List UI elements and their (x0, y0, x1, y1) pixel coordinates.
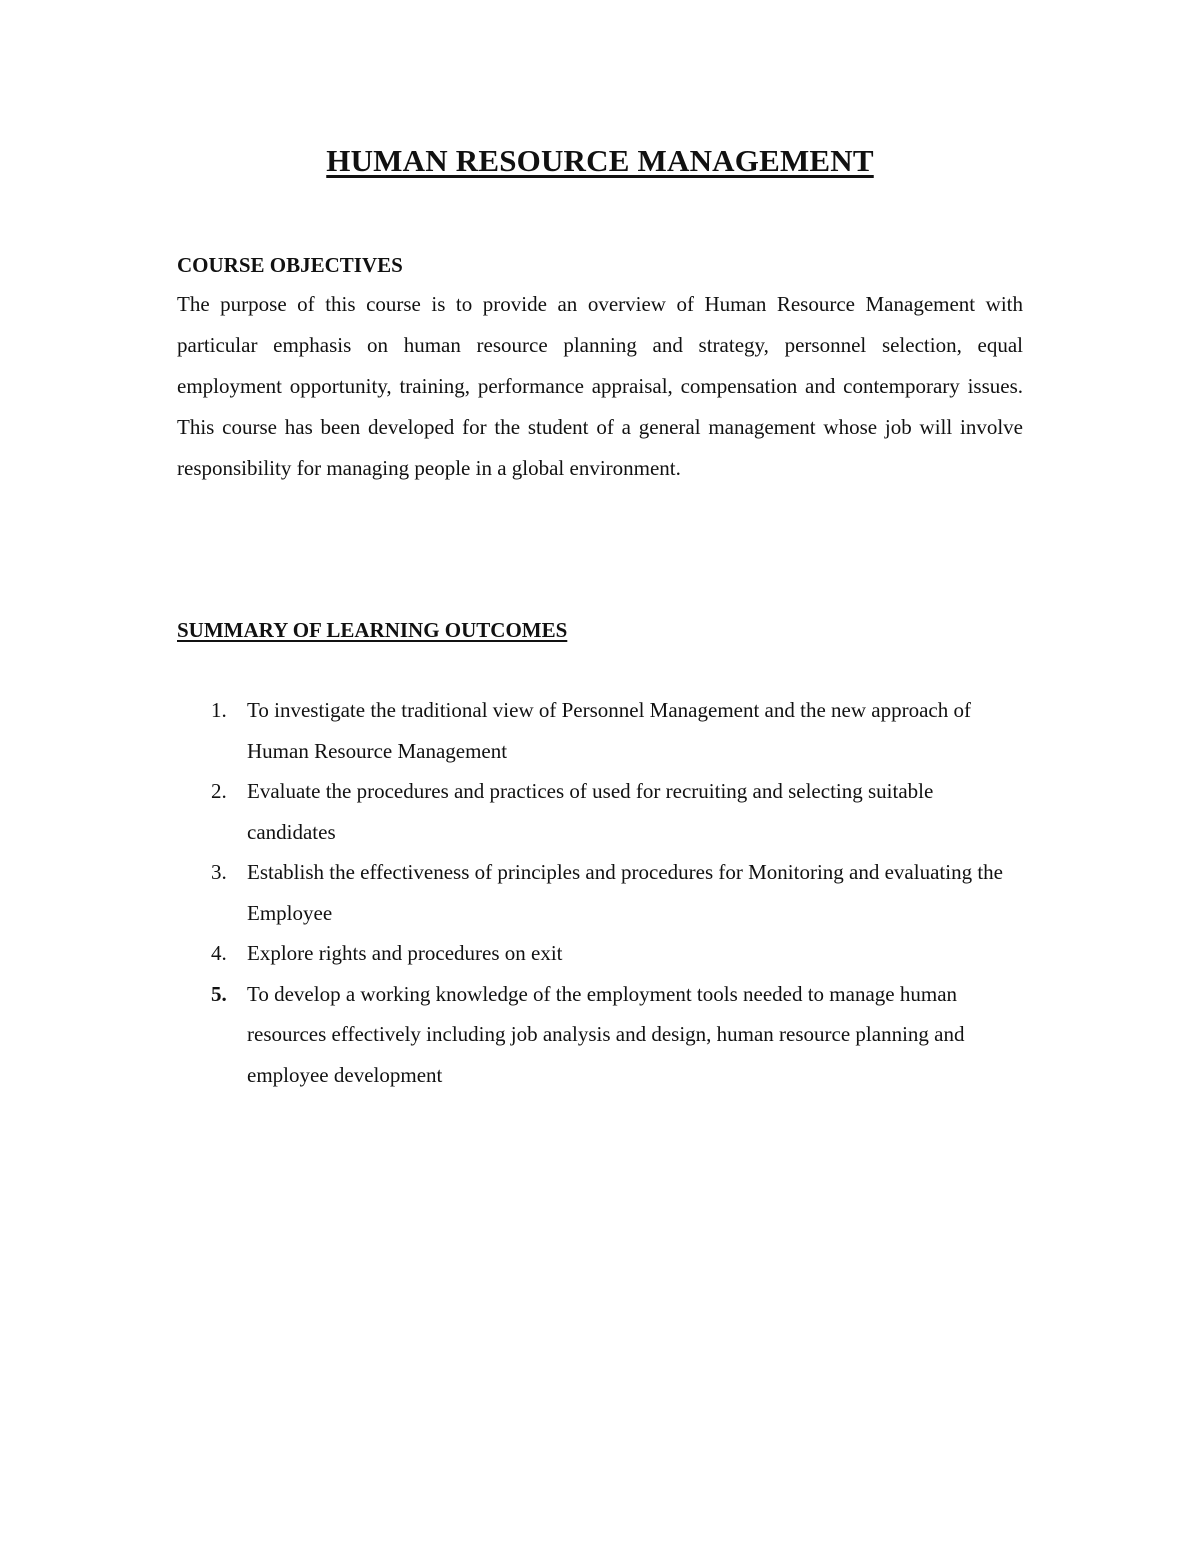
course-objectives-heading: COURSE OBJECTIVES (177, 253, 403, 277)
list-item (177, 852, 1023, 933)
list-item (177, 933, 1023, 974)
list-item-text: Establish the effectiveness of principles and procedures for Monitoring and evaluating the Employee (247, 860, 1003, 925)
document-title: HUMAN RESOURCE MANAGEMENT (326, 143, 874, 178)
list-item (177, 974, 1023, 1096)
list-item-text: Evaluate the procedures and practices of used for recruiting and selecting suitable candidates (247, 779, 934, 844)
learning-outcomes-list (177, 690, 1023, 1095)
list-item-number: 1. (211, 698, 227, 722)
course-objectives-paragraph: The purpose of this course is to provide an overview of Human Resource Management with particular emphasis on human resource planning and strategy, personnel selection, equal employment opportunity, training, performance appraisal, compensation and contemporary issues. This course has been developed for the student of a general management whose job will involve responsibility for managing people in a global environment. (177, 292, 1023, 480)
list-item-number: 4. (211, 941, 227, 965)
list-item-number: 5. (211, 981, 227, 1006)
list-item-number: 3. (211, 860, 227, 884)
list-item-text: To develop a working knowledge of the employment tools needed to manage human resources effectively including job analysis and design, human resource planning and employee development (247, 981, 965, 1087)
list-item (177, 690, 1023, 771)
list-item-text: To investigate the traditional view of Personnel Management and the new approach of Human Resource Management (247, 698, 971, 763)
list-item-text: Explore rights and procedures on exit (247, 941, 563, 965)
learning-outcomes-heading: SUMMARY OF LEARNING OUTCOMES (177, 618, 568, 642)
list-item (177, 771, 1023, 852)
list-item-number: 2. (211, 779, 227, 803)
